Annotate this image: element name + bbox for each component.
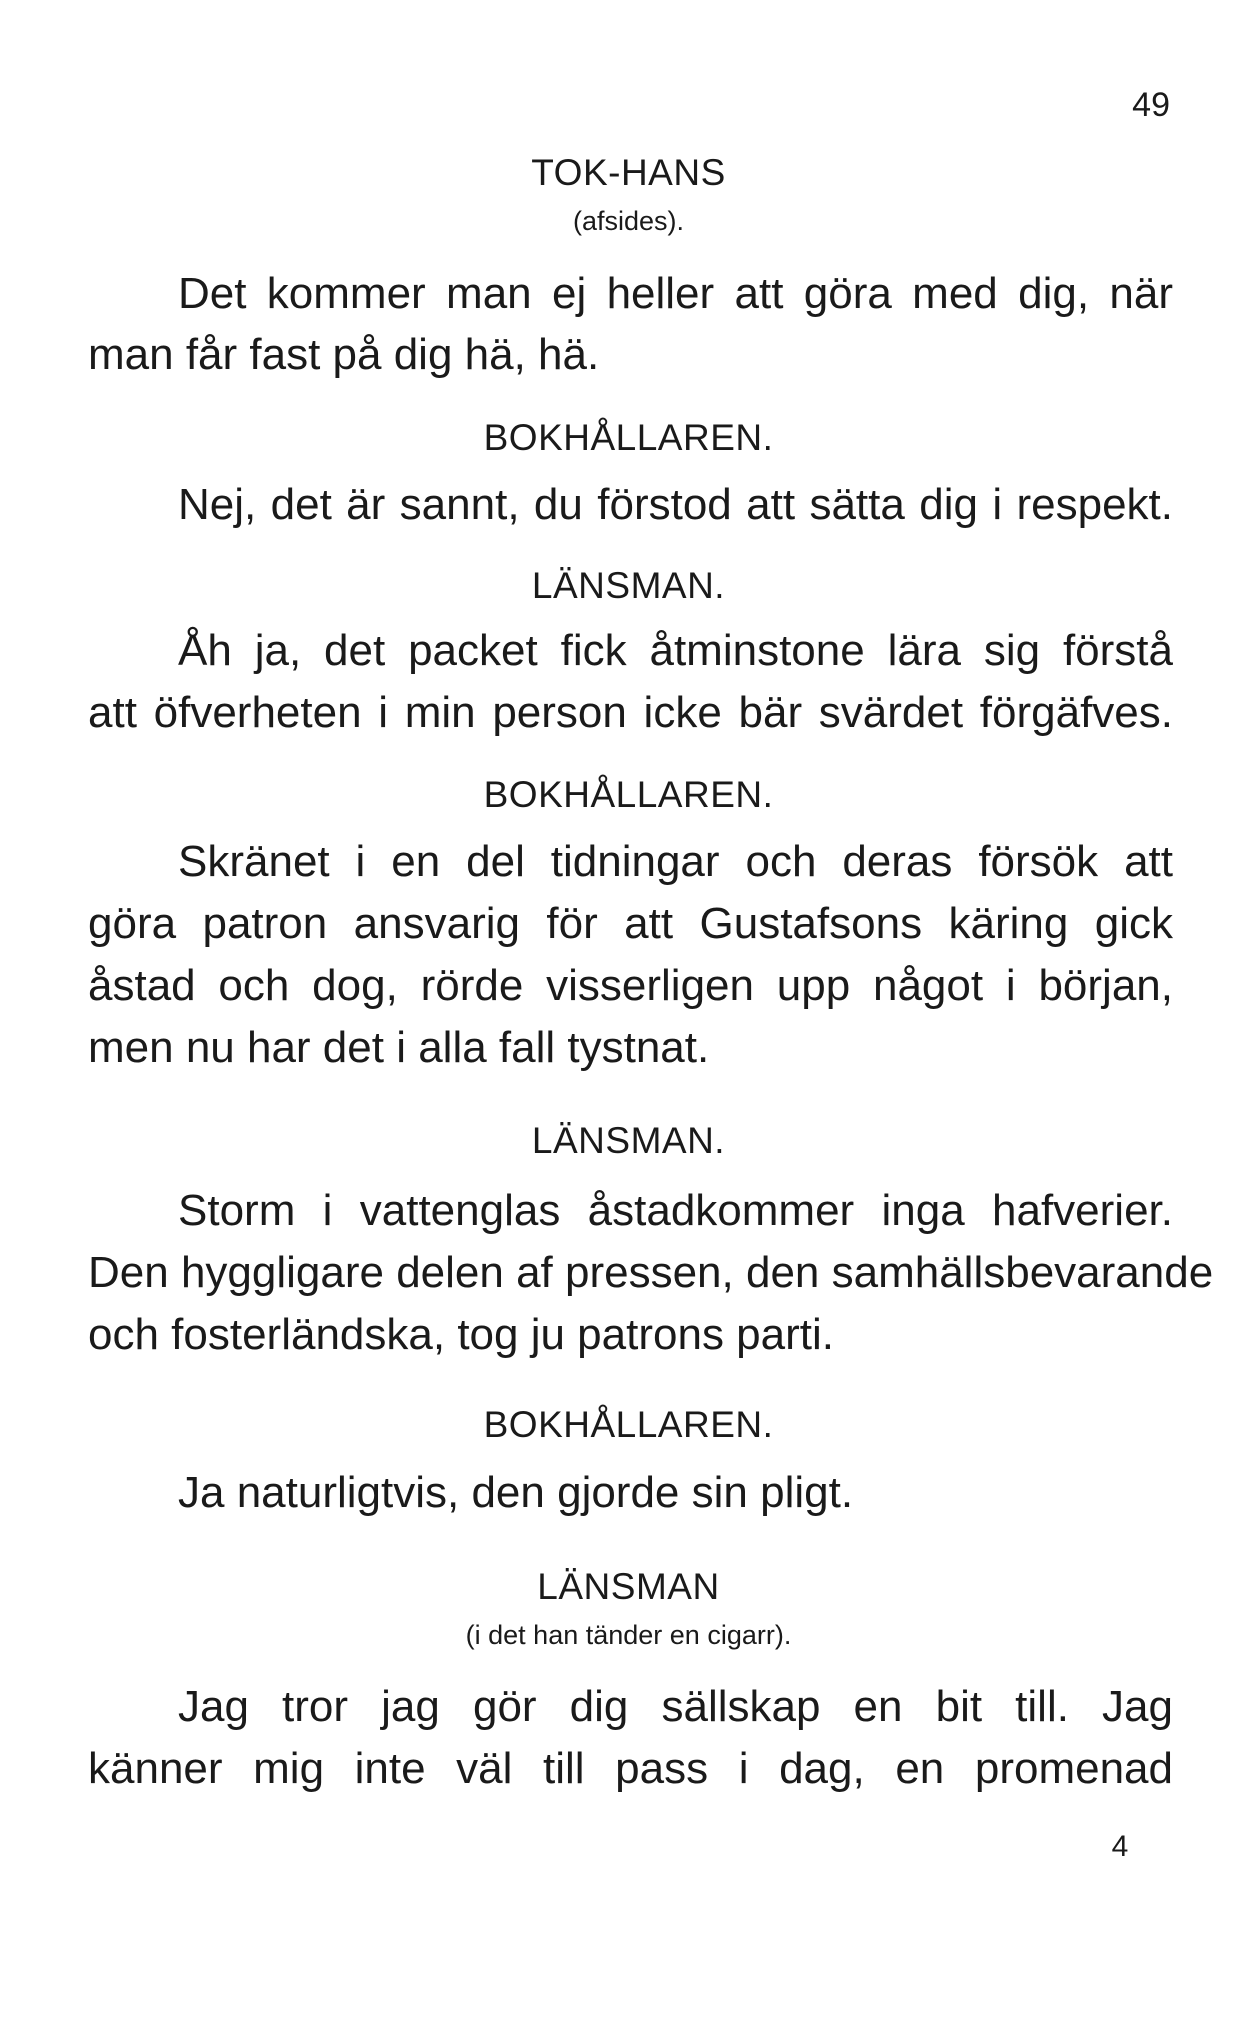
dialogue-line: känner mig inte väl till pass i dag, en promenad [88, 1744, 1173, 1793]
dialogue-line: Storm i vattenglas åstadkommer inga hafverier. [178, 1186, 1173, 1235]
stage-direction: (afsides). [572, 206, 685, 236]
page-number: 49 [1132, 86, 1170, 124]
dialogue-line: Nej, det är sannt, du förstod att sätta dig i respekt. [178, 480, 1173, 529]
dialogue-line: åstad och dog, rörde visserligen upp något i början, [88, 961, 1173, 1010]
dialogue-line: Den hyggligare delen af pressen, den samhällsbevarande [88, 1248, 1214, 1297]
speaker-name: BOKHÅLLAREN. [483, 1404, 774, 1445]
dialogue-line: Åh ja, det packet fick åtminstone lära sig förstå [178, 626, 1173, 675]
dialogue-line: göra patron ansvarig för att Gustafsons käring gick [88, 899, 1173, 948]
dialogue-line: att öfverheten i min person icke bär svärdet förgäfves. [88, 688, 1173, 737]
speaker-name: LÄNSMAN. [531, 1120, 726, 1161]
dialogue-line: Ja naturligtvis, den gjorde sin pligt. [178, 1468, 854, 1517]
speaker-name: TOK-HANS [531, 152, 726, 193]
dialogue-line: Skränet i en del tidningar och deras försök att [178, 837, 1173, 886]
dialogue-line: man får fast på dig hä, hä. [88, 330, 600, 379]
dialogue-line: Det kommer man ej heller att göra med dig, när [178, 269, 1173, 318]
speaker-name: LÄNSMAN [537, 1566, 720, 1607]
dialogue-line: och fosterländska, tog ju patrons parti. [88, 1310, 834, 1359]
signature-mark: 4 [1111, 1830, 1129, 1863]
speaker-name: BOKHÅLLAREN. [483, 417, 774, 458]
speaker-name: BOKHÅLLAREN. [483, 774, 774, 815]
dialogue-line: men nu har det i alla fall tystnat. [88, 1023, 710, 1072]
stage-direction: (i det han tänder en cigarr). [465, 1620, 792, 1650]
dialogue-line: Jag tror jag gör dig sällskap en bit till. Jag [178, 1682, 1173, 1731]
speaker-name: LÄNSMAN. [531, 565, 726, 606]
